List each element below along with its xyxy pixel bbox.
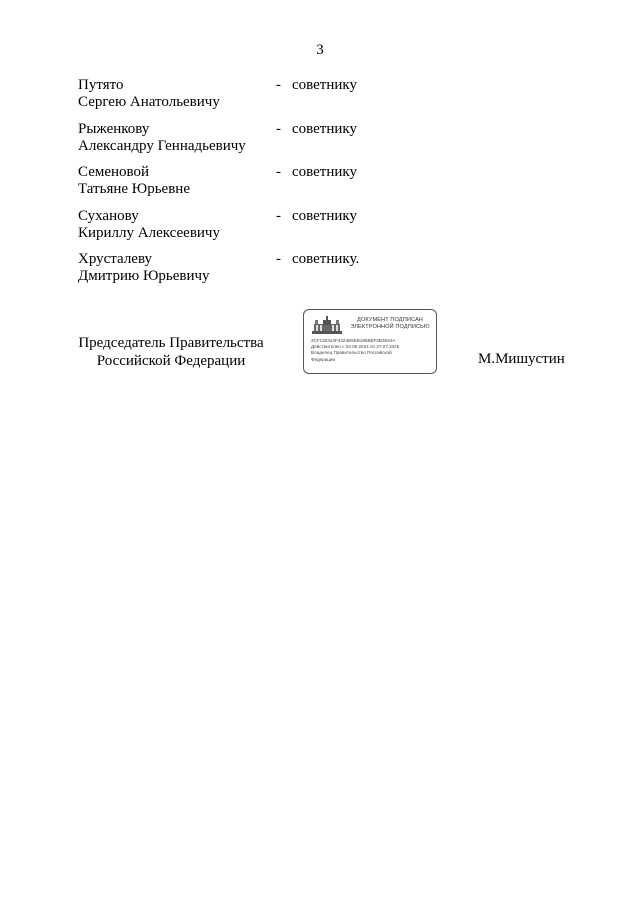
dash: - bbox=[276, 77, 281, 93]
list-item bbox=[78, 164, 578, 208]
stamp-title-line: ДОКУМЕНТ ПОДПИСАН bbox=[357, 317, 423, 323]
person-name bbox=[78, 208, 220, 242]
surname: Суханову bbox=[78, 207, 139, 224]
surname: Хрусталеву bbox=[78, 251, 153, 267]
person-name bbox=[78, 77, 220, 111]
position: советнику bbox=[292, 207, 357, 224]
list-item bbox=[78, 77, 578, 121]
position: советнику. bbox=[292, 251, 360, 267]
position: советнику bbox=[292, 77, 357, 93]
position: советнику bbox=[292, 120, 357, 137]
dash: - bbox=[276, 207, 281, 224]
surname: Семеновой bbox=[78, 164, 150, 180]
given-names: Дмитрию Юрьевичу bbox=[78, 268, 210, 284]
given-names: Татьяне Юрьевне bbox=[78, 181, 190, 197]
dash: - bbox=[276, 251, 281, 267]
appointments-list bbox=[78, 77, 578, 295]
certificate-serial: 2CF120424F4424B5EB198BBF2B3634A bbox=[311, 338, 396, 343]
signer-title-line: Председатель Правительства bbox=[78, 335, 264, 351]
signer-title-line: Российской Федерации bbox=[96, 353, 246, 369]
certificate-owner: Федерации bbox=[311, 356, 336, 362]
signer-name: М.Мишустин bbox=[478, 351, 565, 367]
list-item bbox=[78, 208, 578, 252]
surname: Путято bbox=[78, 77, 124, 93]
electronic-signature-stamp bbox=[303, 309, 437, 374]
person-name bbox=[78, 251, 210, 285]
signer-title bbox=[76, 334, 266, 370]
stamp-details bbox=[311, 338, 435, 363]
dash: - bbox=[276, 164, 281, 180]
list-item bbox=[78, 251, 578, 295]
page-number: 3 bbox=[316, 42, 324, 58]
certificate-validity: Действителен с 03.05.2024 по 27.07.2025 bbox=[311, 344, 400, 350]
dash: - bbox=[276, 120, 281, 137]
stamp-title bbox=[346, 317, 434, 331]
position: советнику bbox=[292, 164, 357, 180]
certificate-owner: Владелец Правительство Российской bbox=[311, 350, 392, 356]
person-name bbox=[78, 121, 246, 155]
given-names: Александру Геннадьевичу bbox=[78, 137, 246, 154]
person-name bbox=[78, 164, 190, 198]
list-item bbox=[78, 121, 578, 165]
given-names: Кириллу Алексеевичу bbox=[78, 224, 220, 241]
government-building-icon bbox=[311, 316, 343, 336]
surname: Рыженкову bbox=[78, 120, 150, 137]
given-names: Сергею Анатольевичу bbox=[78, 94, 220, 110]
stamp-title-line: ЭЛЕКТРОННОЙ ПОДПИСЬЮ bbox=[350, 324, 430, 330]
